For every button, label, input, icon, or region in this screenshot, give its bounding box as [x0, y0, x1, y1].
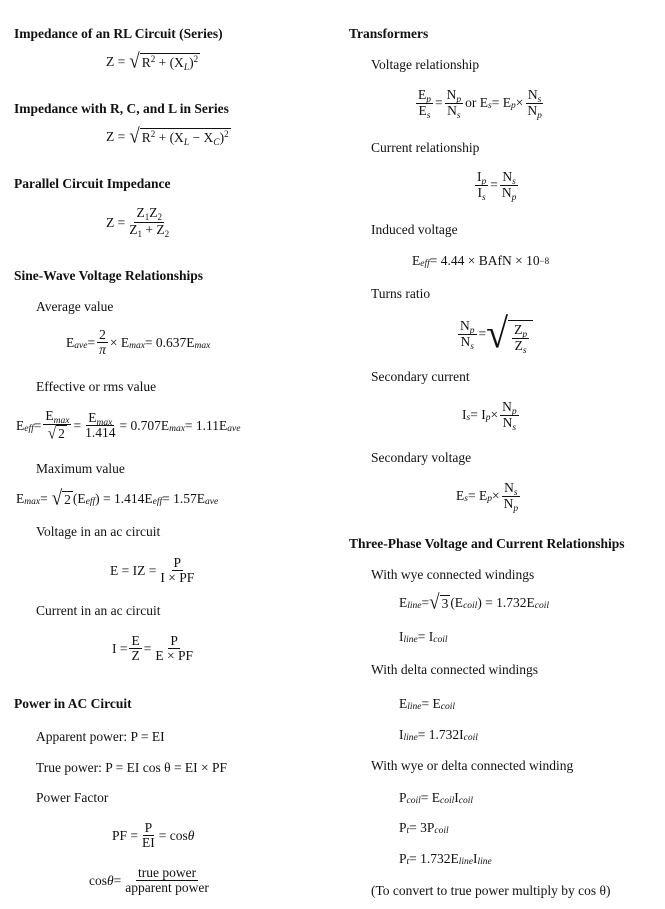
rl-impedance-formula: Z = √ $R^2 + (X_L)^2$: [106, 49, 199, 74]
current-ac-formula: I = $\frac{E}{Z}$ = $\frac{P}{E \times PF}$: [112, 633, 193, 664]
true-power-note: (To convert to true power multiply by cos θ): [371, 883, 611, 898]
wye-delta-label: With wye or delta connected winding: [371, 758, 574, 773]
true-power-text: True power: P = EI cos θ = EI × PF: [36, 760, 228, 775]
cos-theta-formula: cos θ = $\frac{\text{true power}}{\text{apparent power}}$: [89, 865, 209, 896]
delta-windings-label: With delta connected windings: [371, 662, 539, 677]
voltage-ac-label: Voltage in an ac circuit: [36, 524, 161, 539]
average-value-formula: E ave = $\frac{2}{\pi}$ × E max = 0.637E max: [66, 327, 211, 358]
sine-wave-title: Sine-Wave Voltage Relationships: [14, 268, 204, 283]
current-relationship-label: Current relationship: [371, 140, 480, 155]
rl-impedance-title: Impedance of an RL Circuit (Series): [14, 26, 223, 41]
rlc-impedance-title: Impedance with R, C, and L in Series: [14, 101, 229, 116]
apparent-power-text: Apparent power: P = EI: [36, 729, 165, 744]
parallel-impedance-title: Parallel Circuit Impedance: [14, 176, 171, 191]
wye-line-voltage-formula: E line = √ 3 (E coil ) = 1.732E coil: [399, 590, 550, 615]
secondary-current-formula: I s = I p × $\frac{N_p}{N_s}$: [462, 399, 517, 433]
voltage-ac-formula: E = IZ = $\frac{P}{I \times PF}$: [110, 555, 195, 586]
delta-line-current-formula: I line = 1.732I coil: [399, 727, 478, 743]
parallel-impedance-formula: Z = $\frac{Z_1Z_2}{Z_1 + Z_2}$: [106, 205, 170, 240]
maximum-value-label: Maximum value: [36, 461, 125, 476]
coil-power-formula: P coil = E coil I coil: [399, 790, 474, 806]
effective-value-formula: E eff = $E_{max}$ √ 2 = $\frac{E_{max}}{1.414}$ = 0.707E max = 1.11E ave: [16, 408, 241, 443]
wye-windings-label: With wye connected windings: [371, 567, 535, 582]
secondary-current-label: Secondary current: [371, 369, 470, 384]
wye-line-current-formula: I line = I coil: [399, 629, 448, 645]
power-factor-label: Power Factor: [36, 790, 109, 805]
voltage-relationship-label: Voltage relationship: [371, 57, 480, 72]
transformers-title: Transformers: [349, 26, 429, 41]
effective-value-label: Effective or rms value: [36, 379, 157, 394]
delta-line-voltage-formula: E line = E coil: [399, 696, 455, 712]
total-power-line-formula: P t = 1.732E line I line: [399, 851, 492, 867]
rlc-impedance-formula: Z = √ $R^2 + (X_L - X_C)^2$: [106, 124, 229, 149]
induced-voltage-label: Induced voltage: [371, 222, 458, 237]
current-relationship-formula: $\frac{I_p}{I_s}$ = $\frac{N_s}{N_p}$: [477, 169, 517, 203]
turns-ratio-formula: $\frac{N_p}{N_s}$ = √ $\frac{Z_p}{Z_s}$: [456, 314, 533, 354]
induced-voltage-formula: E eff = 4.44 × BAfN × 10 $^{-8}$: [412, 253, 550, 269]
total-power-formula: P t = 3P coil: [399, 820, 449, 836]
secondary-voltage-label: Secondary voltage: [371, 450, 472, 465]
turns-ratio-label: Turns ratio: [371, 286, 431, 301]
true-power-numerator: true power: [138, 865, 197, 880]
maximum-value-formula: E max = √ 2 (E eff ) = 1.414E eff = 1.57E ave: [16, 486, 219, 511]
current-ac-label: Current in an ac circuit: [36, 603, 161, 618]
three-phase-title: Three-Phase Voltage and Current Relationships: [349, 536, 625, 551]
apparent-power-denominator: apparent power: [125, 880, 209, 896]
power-factor-formula: PF = $\frac{P}{EI}$ = cos θ: [112, 820, 195, 851]
voltage-relationship-formula: $\frac{E_p}{E_s}$ = $\frac{N_p}{N_s}$ or E s = E p × $\frac{N_s}{N_p}$: [418, 87, 542, 121]
power-ac-title: Power in AC Circuit: [14, 696, 132, 711]
secondary-voltage-formula: E s = E p × $\frac{N_s}{N_p}$: [456, 480, 519, 514]
average-value-label: Average value: [36, 299, 114, 314]
